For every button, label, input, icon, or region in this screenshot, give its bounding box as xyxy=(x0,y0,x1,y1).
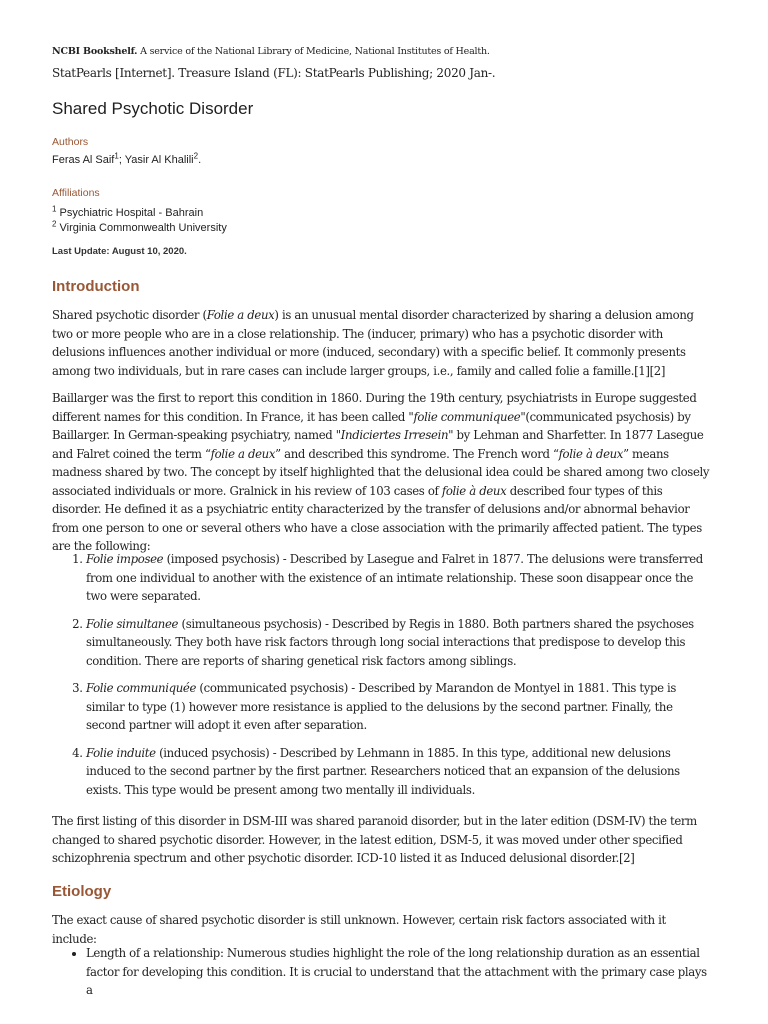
risk-factors-list xyxy=(52,944,712,1000)
section-heading-etiology: Etiology xyxy=(52,883,112,900)
author-affiliation-mark: 1 xyxy=(114,151,119,161)
text-run: ” and described this syndrome. The French word “ xyxy=(275,446,559,461)
list-item xyxy=(86,615,712,671)
intro-paragraph-3 xyxy=(52,812,712,868)
italic-term: folie a deux xyxy=(210,446,276,461)
italic-term: Folie a deux xyxy=(206,308,275,322)
bookshelf-banner xyxy=(52,46,490,57)
author-separator: . xyxy=(198,154,202,166)
affiliation-number: 1 xyxy=(52,204,57,214)
intro-paragraph-2 xyxy=(52,389,712,556)
list-item xyxy=(86,550,712,606)
text-run: Shared psychotic disorder ( xyxy=(52,308,207,322)
list-item xyxy=(86,744,712,800)
author-separator: ; xyxy=(118,154,125,166)
author-name[interactable]: Yasir Al Khalili xyxy=(124,154,194,166)
italic-term: Folie imposee xyxy=(86,552,164,566)
text-run: described four types of this disorder. He defined it as a psychiatric entity characterized by the transfer of delusions and/or abnormal behavior from one person to one or several others who have a close association with the primarily affected patient. The types are the following: xyxy=(52,483,702,553)
text-run: (imposed psychosis) - Described by Lasegue and Falret in 1877. The delusions were transferred from one individual to another with the existence of an intimate relationship. These soon disappear once the two were separated. xyxy=(86,552,703,603)
italic-term: Folie induite xyxy=(86,745,156,760)
list-item: • Length of a relationship: Numerous studies highlight the role of the long relationship duration as an essential factor for developing this condition. It is crucial to understand that the attachment with the primary case plays a xyxy=(86,944,712,1000)
section-heading-introduction: Introduction xyxy=(52,278,140,295)
authors-line xyxy=(52,151,202,166)
text-run: "(communicated psychosis) by Baillarger. In German-speaking psychiatry, named " xyxy=(52,409,691,442)
italic-term: folie à deux xyxy=(441,483,507,498)
last-update: Last Update: August 10, 2020. xyxy=(52,246,187,257)
intro-paragraph-1 xyxy=(52,306,712,380)
affiliation-item xyxy=(52,204,204,219)
italic-term: Folie communiquée xyxy=(86,681,197,695)
italic-term: Indiciertes Irresein xyxy=(340,428,449,442)
bookshelf-description: A service of the National Library of Medicine, National Institutes of Health. xyxy=(137,46,490,57)
list-item xyxy=(86,679,712,735)
affiliation-text: Virginia Commonwealth University xyxy=(59,222,227,234)
affiliations-label[interactable]: Affiliations xyxy=(52,187,100,199)
page-title: Shared Psychotic Disorder xyxy=(52,99,254,118)
etiology-paragraph-1: The exact cause of shared psychotic disorder is still unknown. However, certain risk factors associated with it include: xyxy=(52,913,666,946)
bookshelf-name[interactable]: NCBI Bookshelf. xyxy=(52,46,138,57)
text-run: (simultaneous psychosis) - Described by Regis in 1880. Both partners shared the psychoses simultaneously. They both have risk factors through long social interactions that predispose to develop this condition. There are reports of sharing genetical risk factors among siblings. xyxy=(86,616,694,668)
author-name[interactable]: Feras Al Saif xyxy=(52,154,115,166)
italic-term: Folie simultanee xyxy=(86,616,179,631)
italic-term: folie communiquee xyxy=(413,409,521,424)
authors-label[interactable]: Authors xyxy=(52,136,89,148)
text-run: ) is an unusual mental disorder characterized by sharing a delusion among two or more people who are in a close relationship. The (inducer, primary) who has a psychotic disorder with delusions influences another individual or more (induced, secondary) with a specific belief. It commonly presents among two individuals, but in rare cases can include larger groups, i.e., family and called folie a famille.[1][2] xyxy=(52,308,694,378)
text-run: ” means madness shared by two. The concept by itself highlighted that the delusional idea could be shared among two closely associated individuals or more. Gralnick in his review of 103 cases of xyxy=(52,446,710,498)
text-run: " by Lehman and Sharfetter. In 1877 Lasegue and Falret coined the term “ xyxy=(52,428,704,461)
text-run: (communicated psychosis) - Described by Marandon de Montyel in 1881. This type is similar to type (1) however more resistance is applied to the delusions by the second partner. Finally, the second partner will adopt it even after separation. xyxy=(86,681,677,732)
affiliation-text: Psychiatric Hospital - Bahrain xyxy=(59,207,204,219)
author-affiliation-mark: 2 xyxy=(193,151,199,161)
italic-term: folie à deux xyxy=(558,446,624,461)
text-run: Baillarger was the first to report this condition in 1860. During the 19th century, psychiatrists in Europe suggested different names for this condition. In France, it has been called " xyxy=(52,391,697,424)
affiliation-item xyxy=(52,219,227,234)
citation: StatPearls [Internet]. Treasure Island (FL): StatPearls Publishing; 2020 Jan-. xyxy=(52,66,496,80)
affiliation-number: 2 xyxy=(52,219,57,229)
text-run: The first listing of this disorder in DSM-III was shared paranoid disorder, but in the later edition (DSM-IV) the term changed to shared psychotic disorder. However, in the latest edition, DSM-5, it was moved under other specified schizophrenia spectrum and other psychotic disorder. ICD-10 listed it as Induced delusional disorder.[2] xyxy=(52,814,697,865)
disorder-types-list xyxy=(52,550,712,808)
text-run: (induced psychosis) - Described by Lehmann in 1885. In this type, additional new delusions induced to the second partner by the first partner. Researchers noticed that an expansion of the delusions exists. This type would be present among two mentally ill individuals. xyxy=(86,745,680,797)
